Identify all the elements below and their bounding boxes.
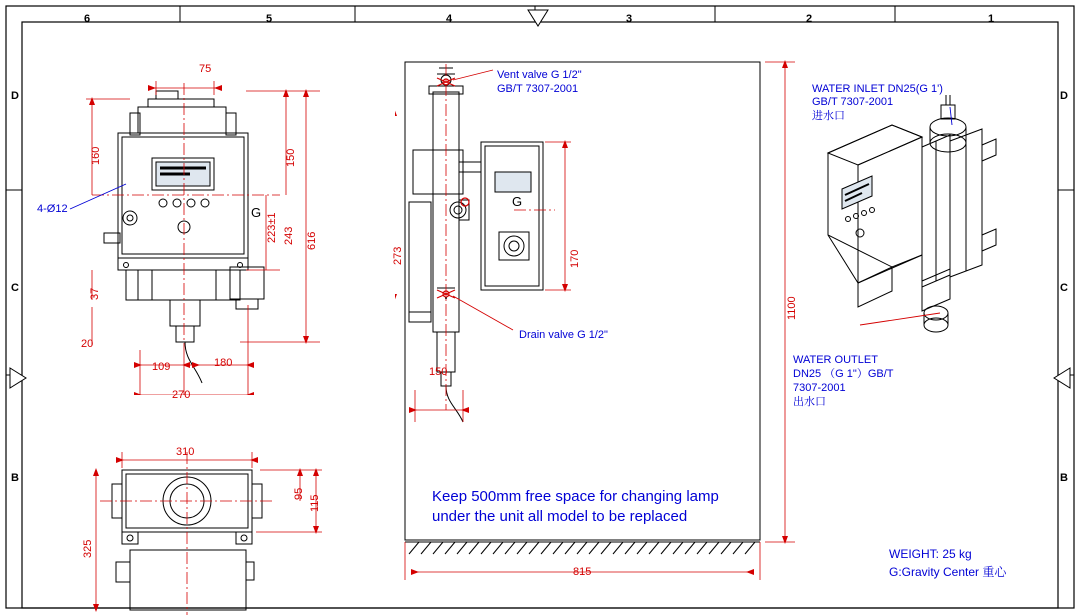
dim-front-right-mid: 223±1: [266, 212, 278, 243]
callout-vent-valve-line2: GB/T 7307-2001: [497, 83, 579, 95]
callout-drain-valve: Drain valve G 1/2": [519, 329, 608, 341]
zone-row-C-right: C: [1060, 282, 1068, 294]
dim-top-height-small: 95: [293, 487, 305, 500]
zone-row-D-left: D: [11, 90, 19, 102]
dim-front-bottom-total: 270: [172, 389, 191, 401]
callout-water-inlet-line1: WATER INLET DN25(G 1'): [812, 83, 943, 95]
callout-water-inlet-line3: 进水口: [812, 110, 845, 122]
dim-clearance-height: 1100: [786, 296, 798, 320]
zone-col-1: 1: [988, 13, 995, 25]
dim-front-left-lower: 37: [89, 287, 101, 300]
callout-water-outlet-line1: WATER OUTLET: [793, 354, 878, 366]
zone-col-6: 6: [84, 13, 91, 25]
dim-top-width: 310: [176, 446, 195, 458]
zone-row-D-right: D: [1060, 90, 1068, 102]
callout-water-outlet-line3: 7307-2001: [793, 382, 846, 394]
zone-row-B-left: B: [11, 472, 19, 484]
dim-front-left-bottom: 20: [81, 338, 94, 350]
dim-side-bottom-width: 150: [429, 366, 448, 378]
front-gravity-center-marker: G: [251, 205, 262, 220]
callout-vent-valve-line1: Vent valve G 1/2": [497, 69, 582, 81]
dim-front-left-upper: 160: [90, 146, 102, 165]
dim-front-bottom-mid: 180: [214, 357, 233, 369]
clearance-note-line2: under the unit all model to be replaced: [432, 508, 688, 525]
top-view-drawing: [60, 440, 360, 615]
callout-water-outlet-line2: DN25 （G 1"）GB/T: [793, 368, 894, 380]
dim-top-height-large: 115: [309, 494, 321, 512]
dim-top-left-height: 325: [82, 539, 94, 558]
dim-front-top-width: 75: [199, 63, 212, 75]
dim-front-right-total: 616: [306, 231, 318, 250]
side-gravity-center-marker: G: [512, 194, 523, 209]
zone-row-B-right: B: [1060, 472, 1068, 484]
footer-gravity-center: G:Gravity Center 重心: [889, 565, 1007, 579]
zone-col-2: 2: [806, 13, 813, 25]
clearance-note-line1: Keep 500mm free space for changing lamp: [432, 488, 719, 505]
dim-side-left-height: 273: [392, 246, 404, 265]
callout-water-inlet-line2: GB/T 7307-2001: [812, 96, 894, 108]
callout-water-outlet-line4: 出水口: [793, 396, 826, 408]
dim-clearance-width: 815: [573, 566, 592, 578]
zone-row-C-left: C: [11, 282, 19, 294]
isometric-view-drawing: [800, 85, 1030, 355]
zone-col-5: 5: [266, 13, 273, 25]
footer-weight: WEIGHT: 25 kg: [889, 547, 972, 561]
dim-front-right-upper: 150: [285, 148, 297, 167]
dim-side-right-height: 170: [569, 249, 581, 268]
callout-holes: 4-Ø12: [37, 203, 68, 215]
dim-front-right-mid2: 243: [283, 226, 295, 245]
zone-col-4: 4: [446, 13, 453, 25]
zone-col-3: 3: [626, 13, 633, 25]
dim-front-bottom-left: 109: [152, 361, 171, 373]
